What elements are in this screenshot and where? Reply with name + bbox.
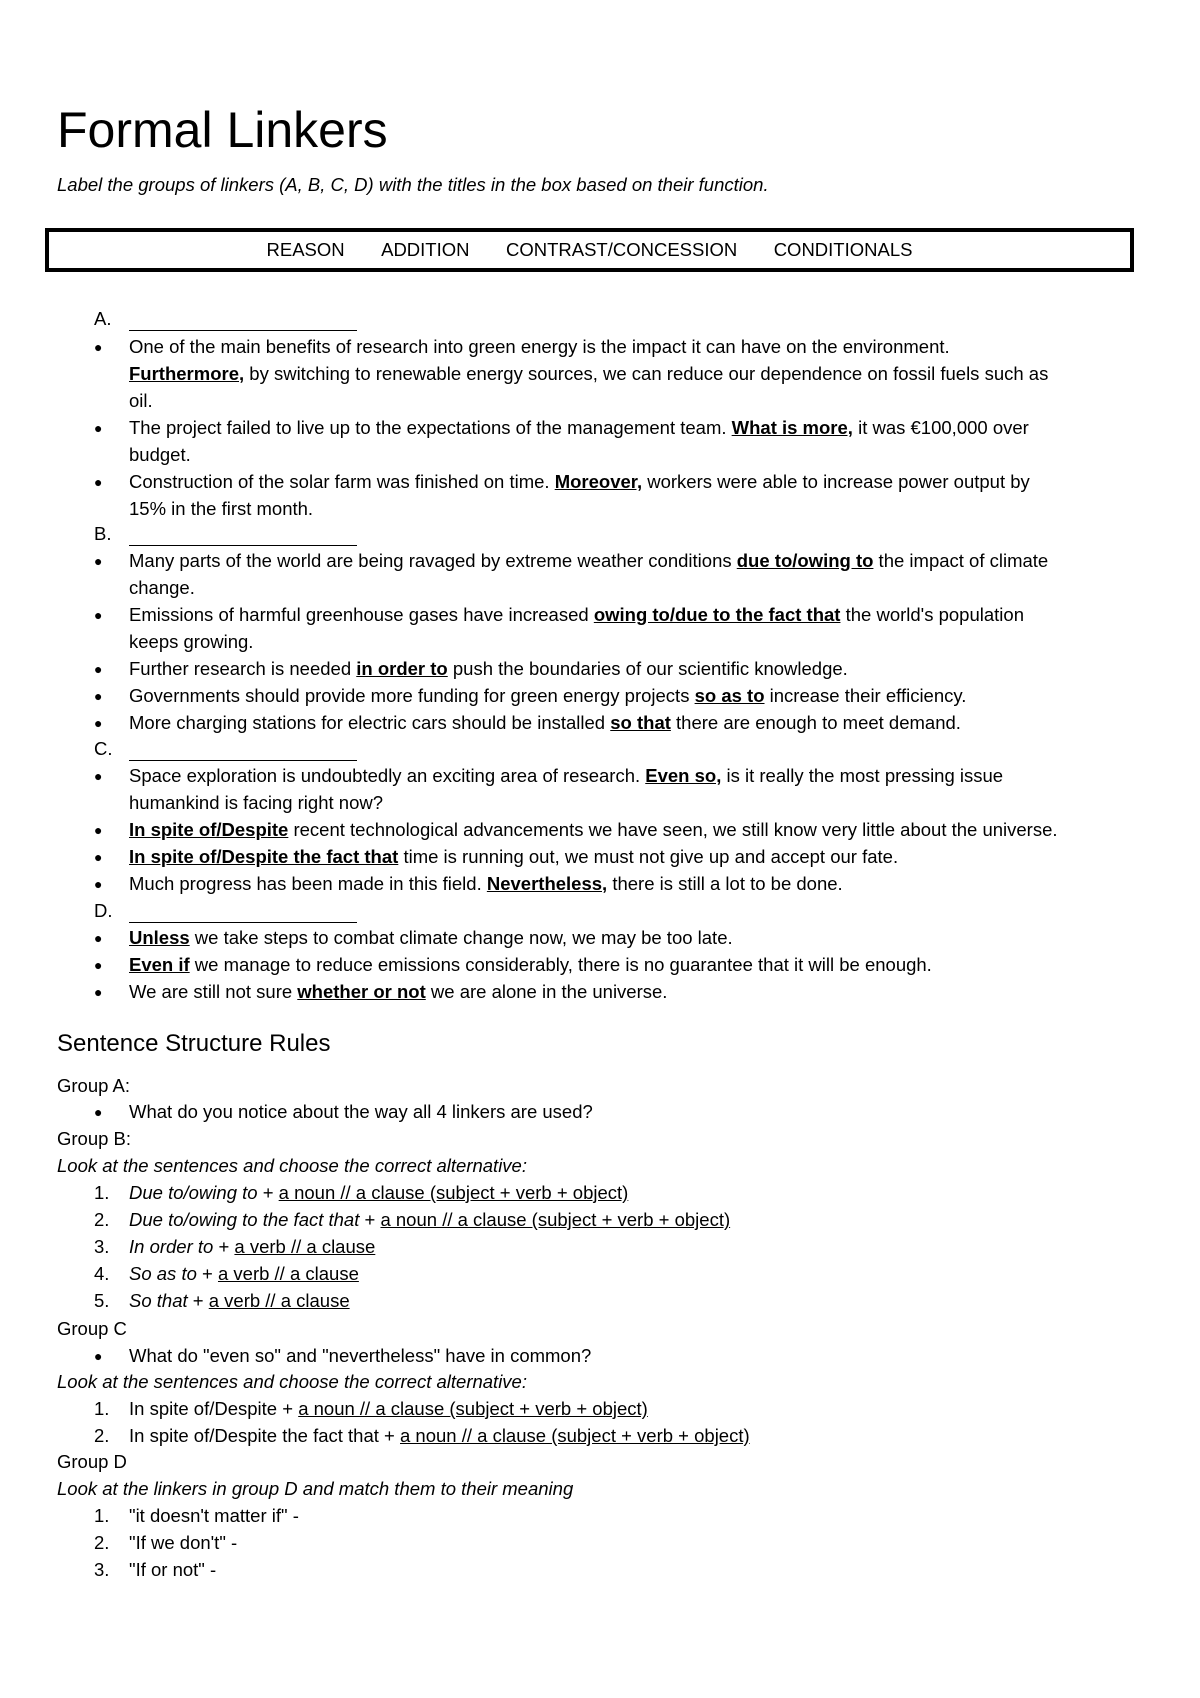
linker-line-a-4 [129, 417, 1029, 439]
list-number: 2. [94, 1425, 110, 1446]
group-b-marker: B. [94, 523, 112, 544]
bullet-icon: ● [94, 688, 103, 704]
rule-options: a verb // a clause [234, 1236, 376, 1257]
rule-options: a noun // a clause (subject + verb + object) [400, 1425, 750, 1446]
line-text: 15% in the first month. [129, 498, 314, 519]
list-number: 2. [94, 1209, 110, 1230]
line-text: by switching to renewable energy sources, we can reduce our dependence on fossil fuels such as [244, 363, 1049, 384]
group-c-instruction: Look at the sentences and choose the correct alternative: [57, 1371, 527, 1392]
bullet-icon: ● [94, 607, 103, 623]
line-text: budget. [129, 444, 191, 465]
line-text: is it really the most pressing issue [721, 765, 1004, 786]
group-d-instruction: Look at the linkers in group D and match them to their meaning [57, 1478, 574, 1499]
box-title-contrast: CONTRAST/CONCESSION [505, 239, 738, 260]
bullet-icon: ● [94, 420, 103, 436]
linker-keyword: Even if [129, 954, 190, 975]
bullet-icon: ● [94, 849, 103, 865]
bullet-icon: ● [94, 661, 103, 677]
section-heading: Sentence Structure Rules [57, 1030, 331, 1057]
rule-lead: In order to [129, 1236, 214, 1257]
line-text: Much progress has been made in this field. [129, 873, 487, 894]
linker-line-b-5 [129, 658, 848, 680]
rule-plus: + [213, 1236, 235, 1257]
list-number: 4. [94, 1263, 110, 1284]
page-title: Formal Linkers [57, 102, 388, 158]
bullet-icon: ● [94, 339, 103, 355]
answer-blank-a [129, 330, 357, 331]
group-b-label: Group B: [57, 1128, 132, 1149]
bullet-icon: ● [94, 553, 103, 569]
titles-box [45, 228, 1134, 272]
linker-keyword: whether or not [297, 981, 426, 1002]
bullet-icon: ● [94, 1348, 103, 1364]
linker-keyword: due to/owing to [736, 550, 874, 571]
bullet-icon: ● [94, 715, 103, 731]
rule-item [129, 1263, 359, 1285]
rule-options: a noun // a clause (subject + verb + object) [298, 1398, 648, 1419]
linker-line-b-2 [129, 577, 195, 599]
linker-line-a-5 [129, 444, 191, 466]
line-text: keeps growing. [129, 631, 254, 652]
linker-line-c-5 [129, 873, 843, 895]
line-text: the impact of climate [873, 550, 1049, 571]
group-a-label: Group A: [57, 1075, 131, 1096]
list-number: 1. [94, 1182, 110, 1203]
list-number: 1. [94, 1505, 110, 1526]
line-text: workers were able to increase power output by [642, 471, 1030, 492]
linker-line-c-4 [129, 846, 898, 868]
linker-line-a-1 [129, 336, 950, 358]
linker-line-b-4 [129, 631, 253, 653]
rule-plus: + [196, 1263, 218, 1284]
rule-options: a verb // a clause [208, 1290, 350, 1311]
linker-keyword: so that [610, 712, 671, 733]
line-text: the world's population [840, 604, 1024, 625]
line-text: Many parts of the world are being ravaged by extreme weather conditions [129, 550, 737, 571]
line-text: change. [129, 577, 195, 598]
group-c-question: What do "even so" and "nevertheless" have in common? [129, 1345, 592, 1366]
bullet-icon: ● [94, 930, 103, 946]
box-title-reason: REASON [266, 239, 345, 260]
answer-blank-b [129, 545, 357, 546]
line-text: there are enough to meet demand. [670, 712, 961, 733]
rule-options: a noun // a clause (subject + verb + object) [380, 1209, 731, 1230]
rule-item [129, 1182, 628, 1204]
rule-plus: + [359, 1209, 381, 1230]
rule-lead: In spite of/Despite the fact that [129, 1425, 379, 1446]
line-text: we are alone in the universe. [425, 981, 668, 1002]
list-number: 1. [94, 1398, 110, 1419]
rule-lead: Due to/owing to [129, 1182, 258, 1203]
instruction-text: Label the groups of linkers (A, B, C, D) with the titles in the box based on their function. [57, 174, 769, 195]
rule-lead: So that [129, 1290, 188, 1311]
bullet-icon: ● [94, 474, 103, 490]
linker-keyword: Nevertheless, [486, 873, 608, 894]
linker-line-a-6 [129, 471, 1030, 493]
group-d-marker: D. [94, 900, 113, 921]
bullet-icon: ● [94, 984, 103, 1000]
list-number: 5. [94, 1290, 110, 1311]
linker-line-c-3 [129, 819, 1058, 841]
line-text: push the boundaries of our scientific knowledge. [447, 658, 848, 679]
line-text: recent technological advancements we have seen, we still know very little about the universe. [288, 819, 1058, 840]
bullet-icon: ● [94, 768, 103, 784]
rule-options: a noun // a clause (subject + verb + object) [278, 1182, 629, 1203]
line-text: there is still a lot to be done. [607, 873, 843, 894]
linker-line-d-1 [129, 927, 733, 949]
line-text: oil. [129, 390, 153, 411]
linker-keyword: in order to [356, 658, 448, 679]
linker-keyword: Unless [129, 927, 190, 948]
group-c-label: Group C [57, 1318, 127, 1339]
box-title-conditionals: CONDITIONALS [773, 239, 913, 260]
answer-blank-d [129, 922, 357, 923]
group-a-question: What do you notice about the way all 4 linkers are used? [129, 1101, 593, 1122]
bullet-icon: ● [94, 876, 103, 892]
linker-keyword: Furthermore, [129, 363, 245, 384]
rule-item [129, 1209, 730, 1231]
rule-plus: + [187, 1290, 209, 1311]
line-text: humankind is facing right now? [129, 792, 384, 813]
list-number: 3. [94, 1559, 110, 1580]
line-text: it was €100,000 over [852, 417, 1029, 438]
linker-line-c-2 [129, 792, 383, 814]
linker-line-b-3 [129, 604, 1024, 626]
linker-keyword: In spite of/Despite the fact that [129, 846, 399, 867]
linker-keyword: Even so, [645, 765, 722, 786]
group-b-instruction: Look at the sentences and choose the correct alternative: [57, 1155, 527, 1176]
answer-blank-c [129, 760, 357, 761]
rule-lead: In spite of/Despite [129, 1398, 278, 1419]
line-text: Further research is needed [129, 658, 357, 679]
linker-keyword: What is more, [731, 417, 853, 438]
linker-line-a-2 [129, 363, 1048, 385]
linker-line-b-1 [129, 550, 1048, 572]
linker-keyword: so as to [694, 685, 765, 706]
rule-item [129, 1398, 648, 1420]
list-number: 3. [94, 1236, 110, 1257]
line-text: we take steps to combat climate change now, we may be too late. [189, 927, 733, 948]
line-text: We are still not sure [129, 981, 298, 1002]
group-d-label: Group D [57, 1451, 127, 1472]
rule-plus: + [378, 1425, 400, 1446]
line-text: More charging stations for electric cars should be installed [129, 712, 611, 733]
linker-keyword: owing to/due to the fact that [593, 604, 841, 625]
line-text: Space exploration is undoubtedly an exciting area of research. [129, 765, 646, 786]
box-title-addition: ADDITION [381, 239, 470, 260]
line-text: we manage to reduce emissions considerably, there is no guarantee that it will be enough. [189, 954, 932, 975]
rule-item [129, 1290, 350, 1312]
line-text: time is running out, we must not give up and accept our fate. [398, 846, 899, 867]
meaning-item: "it doesn't matter if" - [129, 1505, 299, 1526]
bullet-icon: ● [94, 1104, 103, 1120]
line-text: increase their efficiency. [764, 685, 967, 706]
linker-line-a-3 [129, 390, 153, 412]
linker-keyword: Moreover, [554, 471, 643, 492]
rule-options: a verb // a clause [217, 1263, 359, 1284]
line-text: Governments should provide more funding for green energy projects [129, 685, 695, 706]
line-text: The project failed to live up to the expectations of the management team. [129, 417, 732, 438]
group-a-marker: A. [94, 308, 112, 329]
rule-plus: + [257, 1182, 279, 1203]
list-number: 2. [94, 1532, 110, 1553]
bullet-icon: ● [94, 822, 103, 838]
line-text: Emissions of harmful greenhouse gases have increased [129, 604, 594, 625]
linker-line-b-7 [129, 712, 961, 734]
meaning-item: "If or not" - [129, 1559, 217, 1580]
meaning-item: "If we don't" - [129, 1532, 238, 1553]
linker-line-d-2 [129, 954, 932, 976]
linker-keyword: In spite of/Despite [129, 819, 289, 840]
rule-plus: + [277, 1398, 299, 1419]
bullet-icon: ● [94, 957, 103, 973]
rule-item [129, 1236, 375, 1258]
group-c-marker: C. [94, 738, 113, 759]
linker-line-c-1 [129, 765, 1003, 787]
linker-line-a-7 [129, 498, 313, 520]
line-text: Construction of the solar farm was finished on time. [129, 471, 555, 492]
rule-lead: Due to/owing to the fact that [129, 1209, 360, 1230]
rule-item [129, 1425, 750, 1447]
line-text: One of the main benefits of research into green energy is the impact it can have on the environment. [129, 336, 950, 357]
linker-line-b-6 [129, 685, 966, 707]
rule-lead: So as to [129, 1263, 197, 1284]
linker-line-d-3 [129, 981, 667, 1003]
